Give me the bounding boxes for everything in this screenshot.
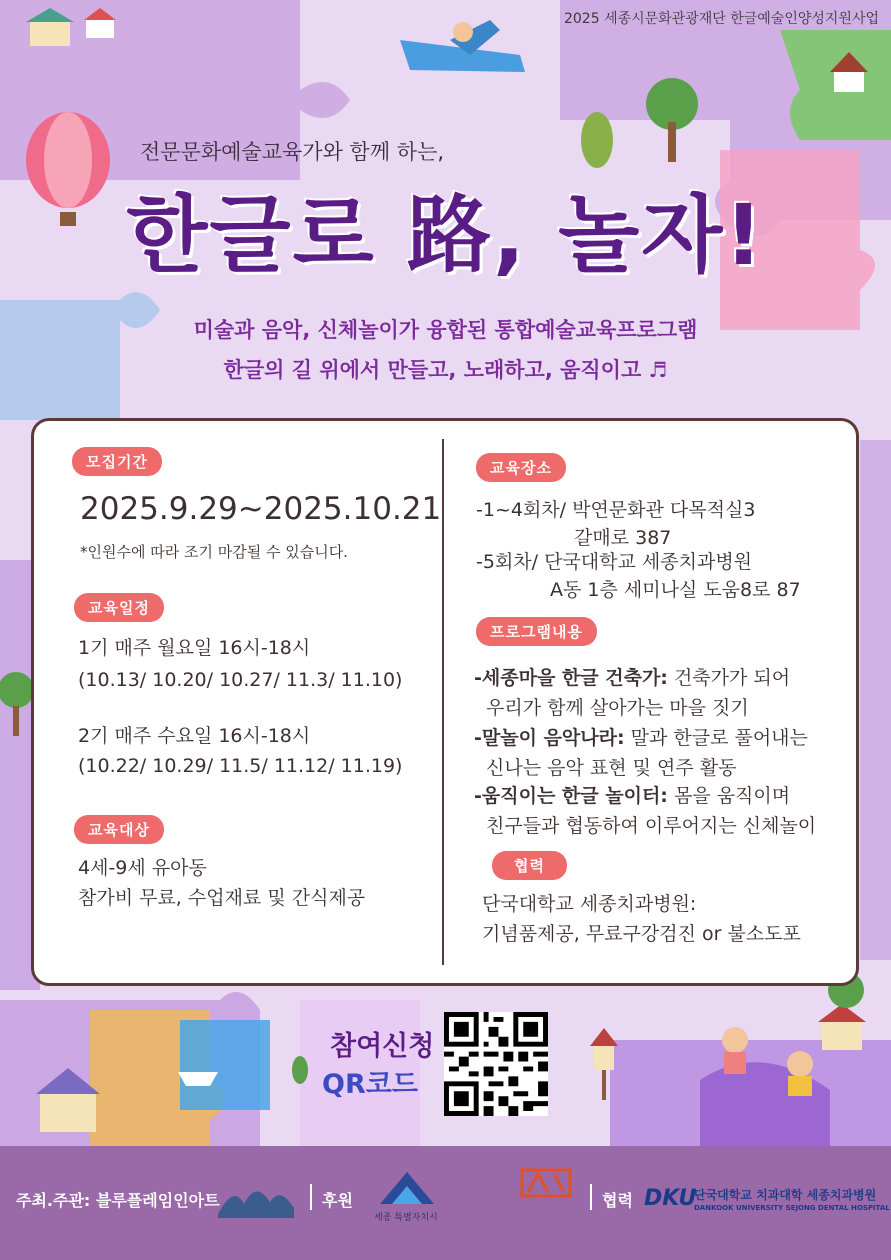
sponsor-line: 2025 세종시문화관광재단 한글예술인양성지원사업 bbox=[563, 11, 879, 27]
badge-schedule: 교육일정 bbox=[74, 593, 164, 622]
program-item-2-line2: 신나는 음악 표현 및 연주 활동 bbox=[486, 757, 737, 779]
badge-recruit: 모집기간 bbox=[72, 447, 162, 476]
qr-code[interactable] bbox=[444, 1012, 548, 1116]
art-logo bbox=[518, 1164, 574, 1200]
schedule-line-1: 1기 매주 월요일 16시-18시 bbox=[78, 637, 311, 659]
recruit-note: *인원수에 따라 조기 마감될 수 있습니다. bbox=[80, 543, 348, 561]
program-item-3 bbox=[474, 781, 790, 811]
program-item-1 bbox=[474, 663, 790, 693]
schedule-line-3: 2기 매주 수요일 16시-18시 bbox=[78, 725, 311, 747]
qr-label-1: 참여신청 bbox=[330, 1031, 435, 1062]
program-item-3-desc: 몸을 움직이며 bbox=[667, 785, 791, 807]
footer-separator-2 bbox=[590, 1184, 592, 1210]
dku-eng: DANKOOK UNIVERSITY SEJONG DENTAL HOSPITAL bbox=[694, 1204, 890, 1212]
recruit-period: 2025.9.29~2025.10.21 bbox=[80, 491, 442, 527]
column-divider bbox=[442, 439, 444, 965]
qr-label-2: QR코드 bbox=[322, 1069, 418, 1100]
program-item-2 bbox=[474, 723, 808, 753]
support-label: 후원 bbox=[322, 1191, 353, 1210]
info-card bbox=[31, 418, 859, 986]
place-line-4: A동 1층 세미나실 도움8로 87 bbox=[550, 579, 801, 601]
coop-label: 협력 bbox=[602, 1191, 633, 1210]
sejong-logo-text: 세종 특별자치시 bbox=[374, 1213, 438, 1223]
badge-cooperation: 협력 bbox=[492, 851, 567, 880]
host-label: 주최.주관: 블루플레임인아트 bbox=[16, 1191, 220, 1210]
program-item-1-title: -세종마을 한글 건축가: bbox=[474, 667, 668, 689]
target-line-2: 참가비 무료, 수업재료 및 간식제공 bbox=[78, 887, 366, 909]
footer-bar bbox=[0, 1146, 891, 1260]
program-item-3-line2: 친구들과 협동하여 이루어지는 신체놀이 bbox=[486, 815, 817, 837]
schedule-line-2: (10.13/ 10.20/ 10.27/ 11.3/ 11.10) bbox=[78, 669, 403, 691]
program-item-1-line2: 우리가 함께 살아가는 마을 짓기 bbox=[486, 697, 749, 719]
blueflame-logo bbox=[214, 1174, 300, 1224]
program-item-2-title: -말놀이 음악나라: bbox=[474, 727, 625, 749]
page-title: 한글로 路, 놀자! bbox=[126, 186, 765, 284]
program-item-2-desc: 말과 한글로 풀어내는 bbox=[624, 727, 808, 749]
badge-program: 프로그램내용 bbox=[476, 617, 597, 646]
dku-name: 단국대학교 치과대학 세종치과병원 bbox=[694, 1188, 877, 1202]
footer-separator-1 bbox=[310, 1184, 312, 1210]
schedule-line-4: (10.22/ 10.29/ 11.5/ 11.12/ 11.19) bbox=[78, 755, 403, 777]
cooperation-line-2: 기념품제공, 무료구강검진 or 불소도포 bbox=[482, 923, 801, 945]
badge-target: 교육대상 bbox=[74, 815, 164, 844]
place-line-1: -1~4회차/ 박연문화관 다목적실3 bbox=[476, 499, 756, 521]
program-item-1-desc: 건축가가 되어 bbox=[667, 667, 791, 689]
dku-logo: DKU bbox=[644, 1186, 697, 1211]
badge-place: 교육장소 bbox=[476, 453, 566, 482]
sejong-logo-mark bbox=[374, 1168, 440, 1208]
program-item-3-title: -움직이는 한글 놀이터: bbox=[474, 785, 668, 807]
place-line-2: 갈매로 387 bbox=[574, 527, 672, 549]
place-line-3: -5회차/ 단국대학교 세종치과병원 bbox=[476, 551, 753, 573]
cooperation-line-1: 단국대학교 세종치과병원: bbox=[482, 893, 697, 915]
tagline-1: 미술과 음악, 신체놀이가 융합된 통합예술교육프로그램 bbox=[193, 318, 698, 342]
tagline-2: 한글의 길 위에서 만들고, 노래하고, 움직이고 ♬ bbox=[223, 358, 668, 382]
target-line-1: 4세-9세 유아동 bbox=[78, 857, 207, 879]
subtitle: 전문문화예술교육가와 함께 하는, bbox=[140, 140, 445, 164]
